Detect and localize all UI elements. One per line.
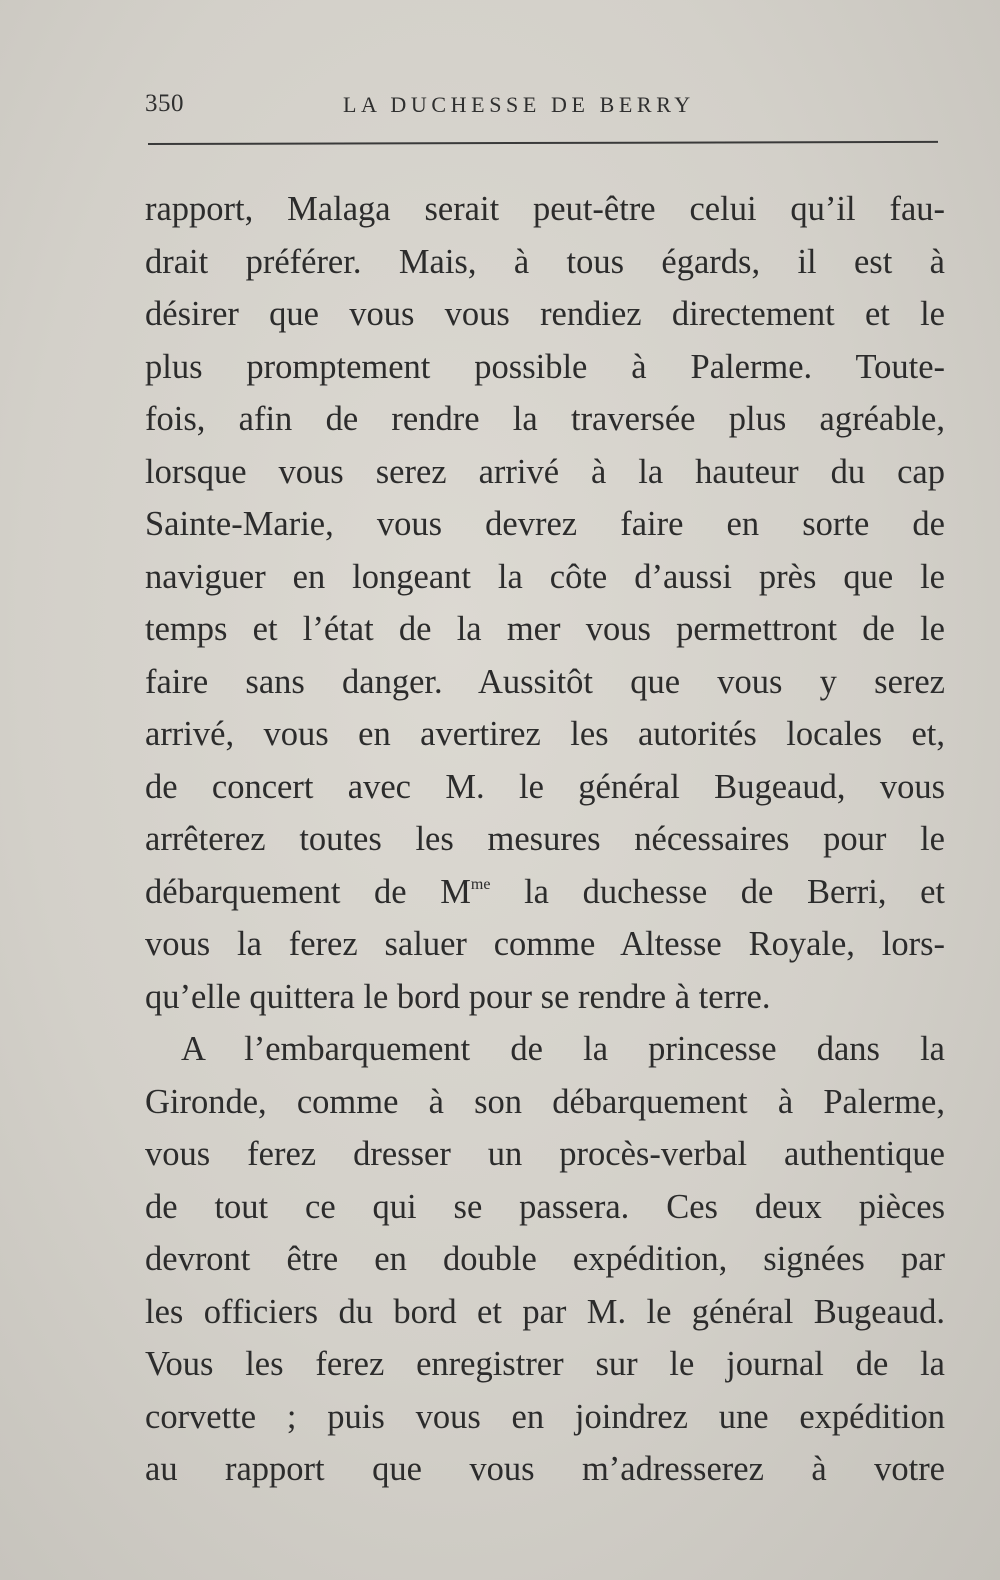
text-line: temps et l’état de la mer vous permettront de le (145, 610, 945, 648)
running-title: LA DUCHESSE DE BERRY (343, 92, 695, 117)
text-line: rapport, Malaga serait peut-être celui qu’il fau- (145, 190, 945, 228)
text-line: de concert avec M. le général Bugeaud, vous (145, 767, 945, 806)
page-number: 350 (145, 90, 184, 117)
text-line: naviguer en longeant la côte d’aussi près que le (145, 557, 945, 596)
text-line: qu’elle quittera le bord pour se rendre à terre. (145, 977, 771, 1016)
text-line: fois, afin de rendre la traversée plus agréable, (145, 400, 945, 438)
text-fragment: la duchesse de Berri, et (490, 872, 945, 911)
text-line: corvette ; puis vous en joindrez une expédition (145, 1397, 945, 1436)
text-fragment: débarquement de M (145, 872, 471, 911)
text-line: devront être en double expédition, signées par (145, 1240, 945, 1278)
superscript: me (470, 875, 491, 893)
text-line: vous la ferez saluer comme Altesse Royale, lors- (145, 925, 945, 963)
text-line: A l’embarquement de la princesse dans la (181, 1030, 945, 1068)
text-line: désirer que vous vous rendiez directement et le (145, 295, 945, 333)
text-line: les officiers du bord et par M. le général Bugeaud. (145, 1292, 945, 1331)
text-line: lorsque vous serez arrivé à la hauteur du cap (145, 452, 945, 491)
text-line: faire sans danger. Aussitôt que vous y serez (145, 662, 945, 701)
text-line: plus promptement possible à Palerme. Toute- (145, 347, 945, 386)
page-header (145, 88, 940, 124)
text-line: arrêterez toutes les mesures nécessaires pour le (145, 820, 945, 858)
body-text (145, 183, 945, 1496)
text-line: de tout ce qui se passera. Ces deux pièces (145, 1187, 945, 1226)
text-line-with-superscript (145, 866, 945, 919)
text-line: arrivé, vous en avertirez les autorités locales et, (145, 715, 945, 753)
text-line: Gironde, comme à son débarquement à Palerme, (145, 1082, 945, 1121)
text-line: Sainte-Marie, vous devrez faire en sorte de (145, 505, 945, 543)
text-line: Vous les ferez enregistrer sur le journal de la (145, 1345, 945, 1383)
text-line: au rapport que vous m’adresserez à votre (145, 1450, 945, 1488)
header-rule (148, 141, 938, 145)
text-line: drait préférer. Mais, à tous égards, il est à (145, 242, 945, 281)
text-line: vous ferez dresser un procès-verbal authentique (145, 1135, 945, 1173)
